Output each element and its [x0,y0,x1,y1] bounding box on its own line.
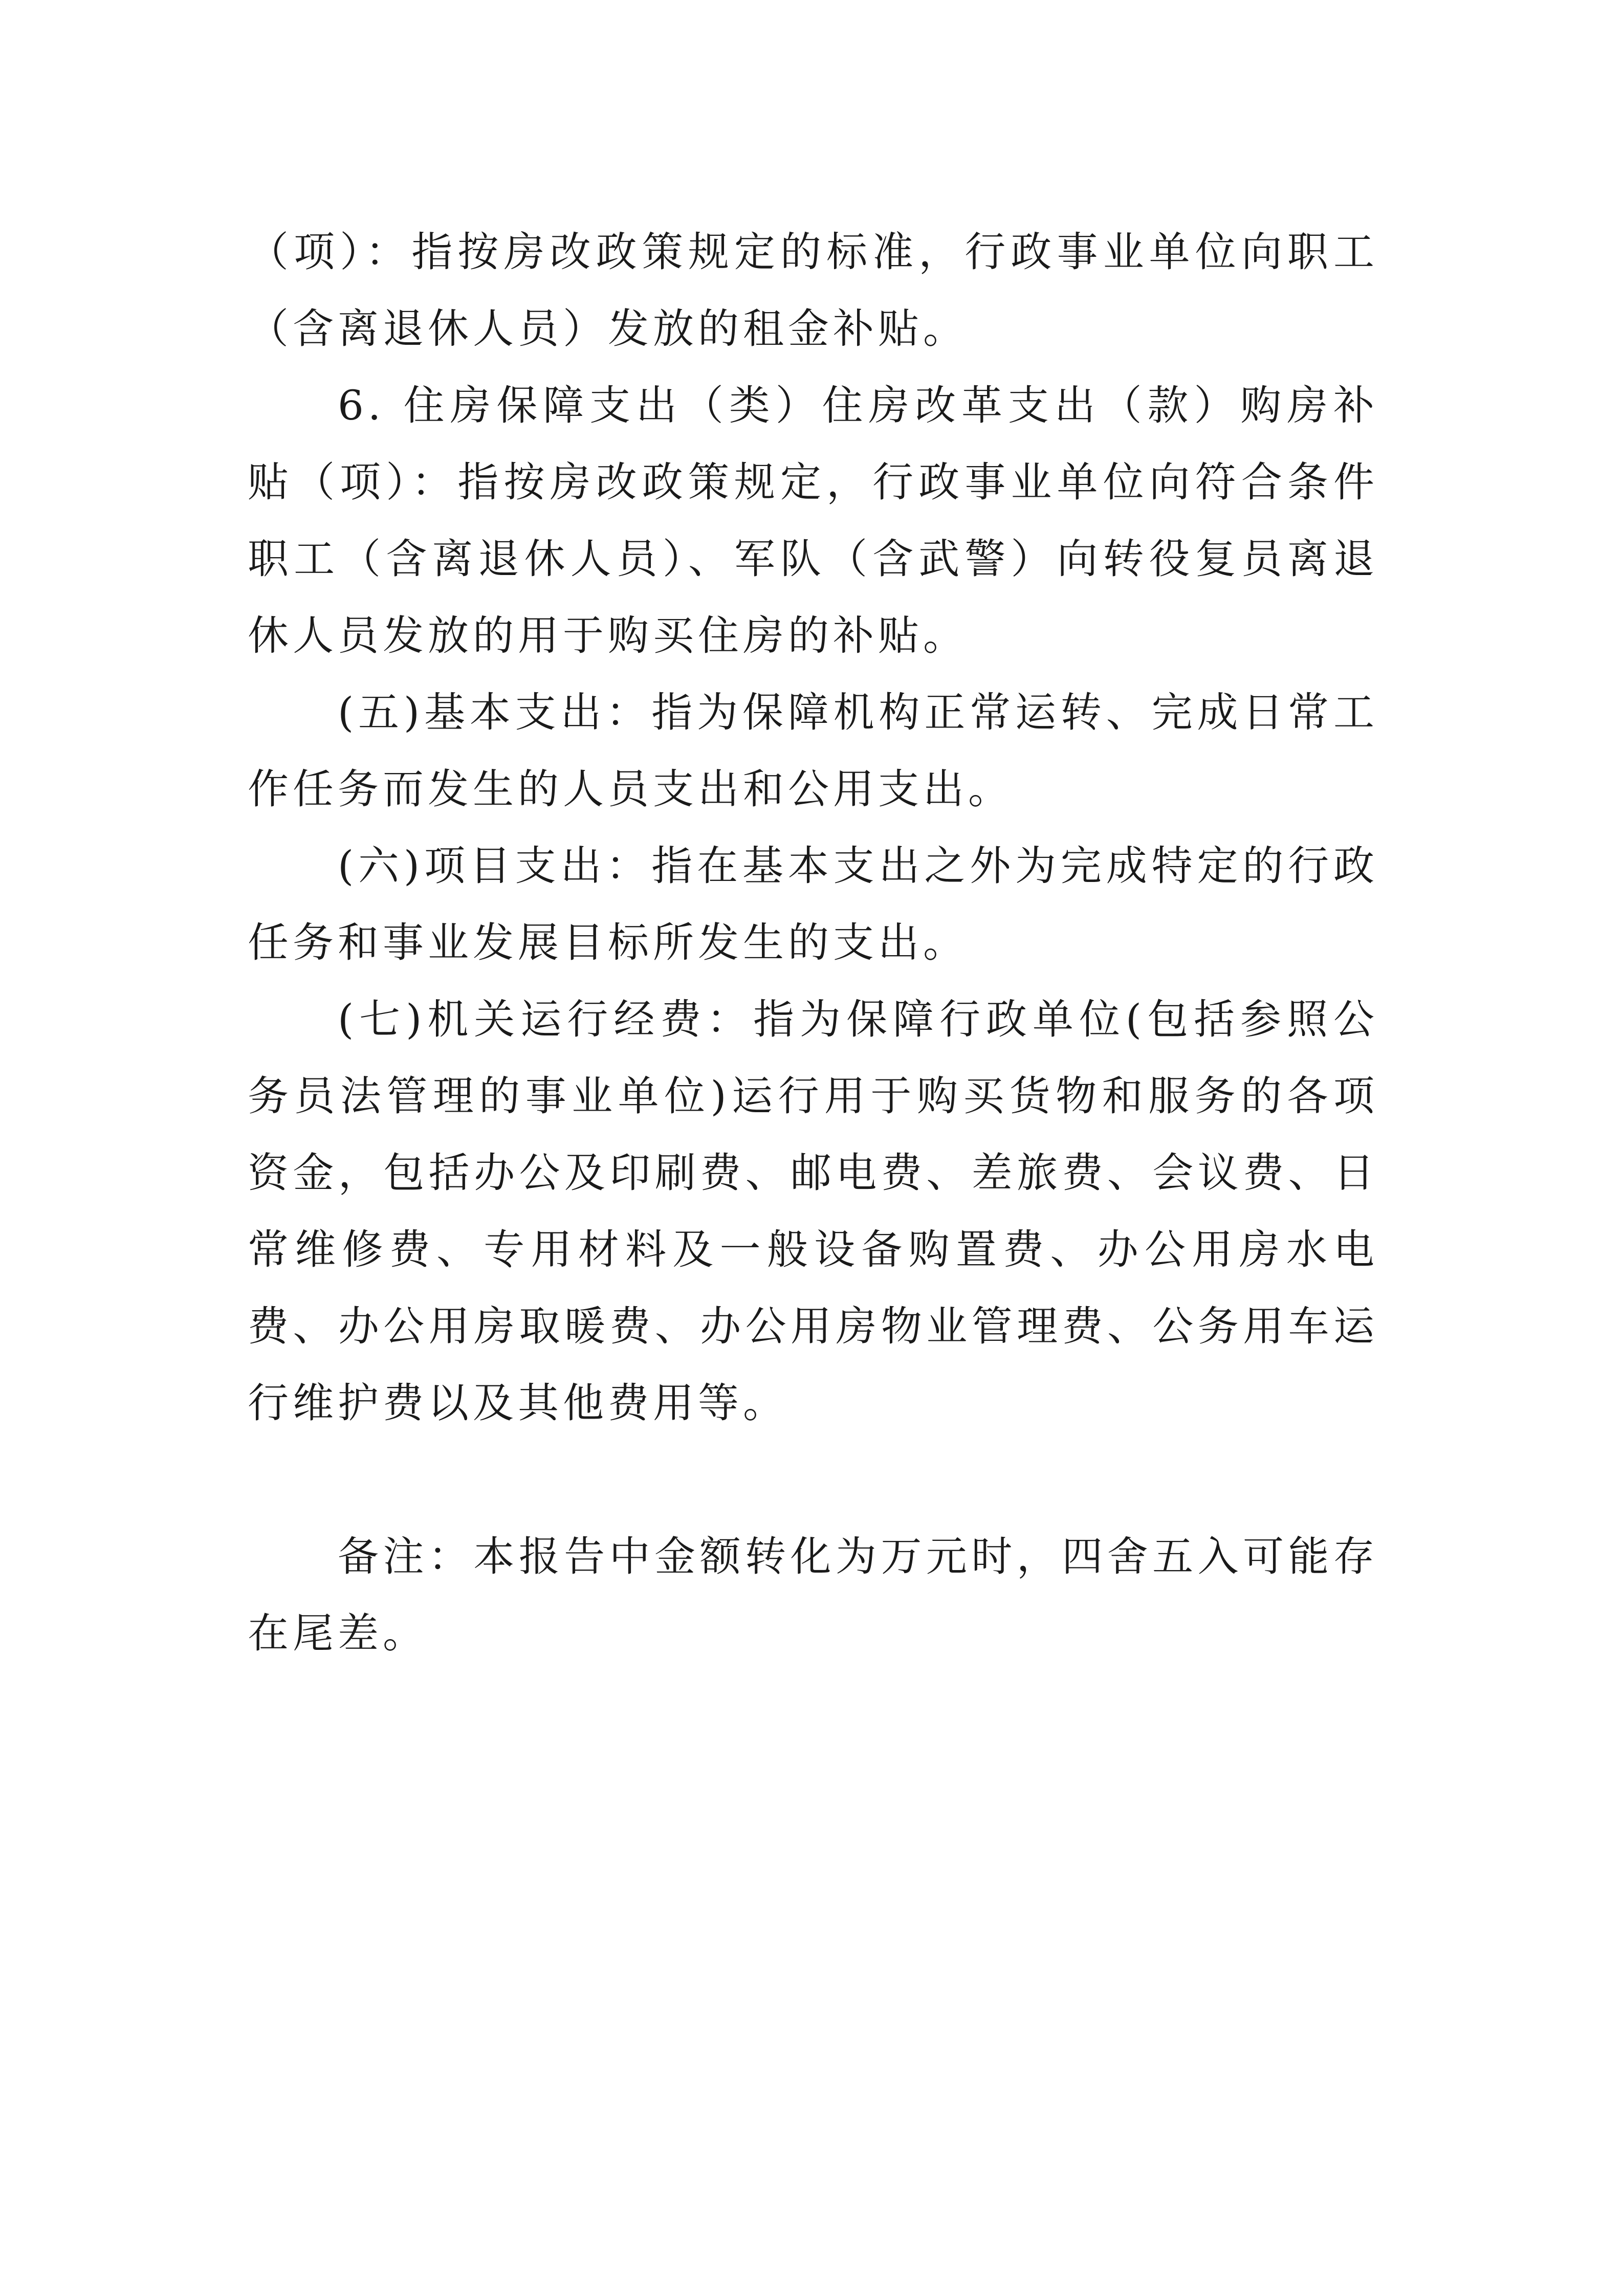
paragraph-housing-purchase-subsidy: 6. 住房保障支出（类）住房改革支出（款）购房补贴（项）：指按房改政策规定，行政事业单位向符合条件职工（含离退休人员）、军队（含武警）向转役复员离退休人员发放的用于购买住房的补贴。 [248,382,1378,659]
remark-note: 备注：本报告中金额转化为万元时，四舍五入可能存在尾差。 [248,1533,1378,1657]
paragraph-basic-expenditure: (五)基本支出：指为保障机构正常运转、完成日常工作任务而发生的人员支出和公用支出。 [248,689,1378,813]
paragraph-agency-operating-funds: (七)机关运行经费：指为保障行政单位(包括参照公务员法管理的事业单位)运行用于购买货物和服务的各项资金，包括办公及印刷费、邮电费、差旅费、会议费、日常维修费、专用材料及一般设备购置费、办公用房水电费、办公用房取暖费、办公用房物业管理费、公务用车运行维护费以及其他费用等。 [248,996,1378,1427]
paragraph-rent-subsidy: （项）：指按房改政策规定的标准，行政事业单位向职工（含离退休人员）发放的租金补贴。 [248,228,1378,352]
paragraph-project-expenditure: (六)项目支出：指在基本支出之外为完成特定的行政任务和事业发展目标所发生的支出。 [248,842,1378,966]
document-body [248,214,1378,1672]
